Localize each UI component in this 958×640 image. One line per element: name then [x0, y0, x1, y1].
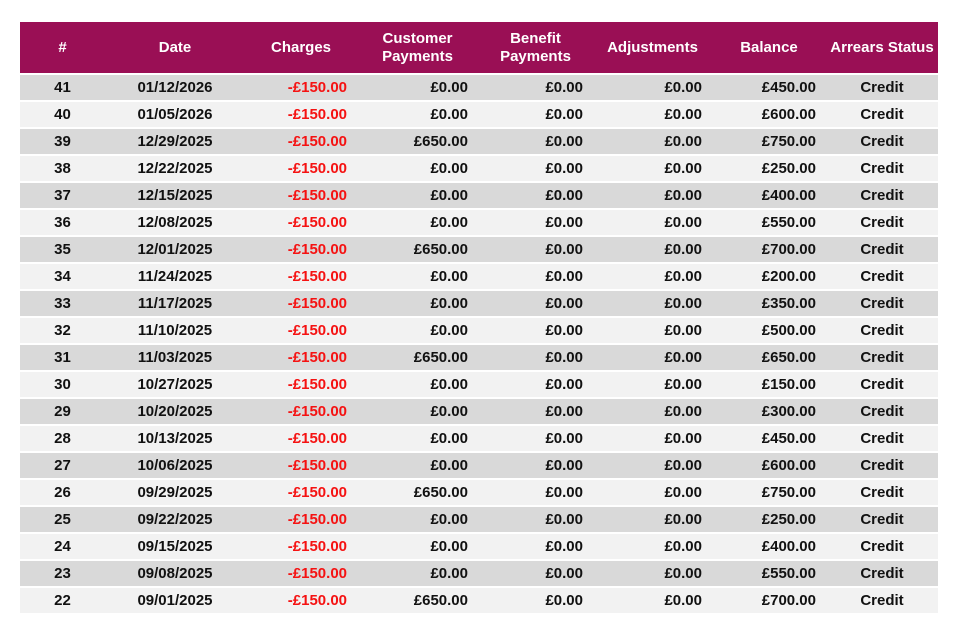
- cell-arrears_status: Credit: [826, 588, 938, 613]
- table-body: [20, 75, 938, 613]
- cell-balance: £350.00: [712, 291, 826, 316]
- cell-date: 10/27/2025: [105, 372, 245, 397]
- cell-customer_payments: £0.00: [357, 561, 478, 586]
- cell-date: 12/08/2025: [105, 210, 245, 235]
- cell-balance: £150.00: [712, 372, 826, 397]
- cell-adjustments: £0.00: [593, 345, 712, 370]
- cell-balance: £450.00: [712, 426, 826, 451]
- cell-num: 41: [20, 75, 105, 100]
- cell-arrears_status: Credit: [826, 426, 938, 451]
- table-row: [20, 534, 938, 559]
- cell-charges: -£150.00: [245, 480, 357, 505]
- cell-customer_payments: £650.00: [357, 237, 478, 262]
- cell-arrears_status: Credit: [826, 480, 938, 505]
- table-row: [20, 129, 938, 154]
- cell-benefit_payments: £0.00: [478, 264, 593, 289]
- cell-balance: £700.00: [712, 588, 826, 613]
- cell-customer_payments: £0.00: [357, 210, 478, 235]
- cell-date: 11/03/2025: [105, 345, 245, 370]
- cell-num: 26: [20, 480, 105, 505]
- column-header-benefit_payments: Benefit Payments: [478, 22, 593, 73]
- cell-num: 40: [20, 102, 105, 127]
- cell-benefit_payments: £0.00: [478, 75, 593, 100]
- cell-arrears_status: Credit: [826, 399, 938, 424]
- cell-benefit_payments: £0.00: [478, 129, 593, 154]
- table-row: [20, 156, 938, 181]
- cell-customer_payments: £650.00: [357, 588, 478, 613]
- cell-num: 33: [20, 291, 105, 316]
- table-header-row: [20, 22, 938, 73]
- cell-date: 09/01/2025: [105, 588, 245, 613]
- cell-benefit_payments: £0.00: [478, 345, 593, 370]
- cell-balance: £550.00: [712, 561, 826, 586]
- cell-arrears_status: Credit: [826, 156, 938, 181]
- cell-balance: £600.00: [712, 453, 826, 478]
- table-row: [20, 75, 938, 100]
- cell-customer_payments: £0.00: [357, 534, 478, 559]
- cell-charges: -£150.00: [245, 237, 357, 262]
- cell-num: 35: [20, 237, 105, 262]
- table-row: [20, 561, 938, 586]
- cell-benefit_payments: £0.00: [478, 210, 593, 235]
- cell-charges: -£150.00: [245, 426, 357, 451]
- cell-balance: £400.00: [712, 534, 826, 559]
- cell-benefit_payments: £0.00: [478, 561, 593, 586]
- cell-benefit_payments: £0.00: [478, 426, 593, 451]
- cell-benefit_payments: £0.00: [478, 291, 593, 316]
- cell-arrears_status: Credit: [826, 372, 938, 397]
- cell-charges: -£150.00: [245, 291, 357, 316]
- cell-date: 09/08/2025: [105, 561, 245, 586]
- cell-arrears_status: Credit: [826, 453, 938, 478]
- cell-num: 29: [20, 399, 105, 424]
- cell-balance: £750.00: [712, 129, 826, 154]
- cell-date: 09/22/2025: [105, 507, 245, 532]
- cell-num: 24: [20, 534, 105, 559]
- cell-num: 38: [20, 156, 105, 181]
- cell-balance: £250.00: [712, 507, 826, 532]
- cell-num: 28: [20, 426, 105, 451]
- cell-adjustments: £0.00: [593, 291, 712, 316]
- cell-adjustments: £0.00: [593, 183, 712, 208]
- cell-adjustments: £0.00: [593, 588, 712, 613]
- cell-customer_payments: £0.00: [357, 291, 478, 316]
- cell-num: 37: [20, 183, 105, 208]
- table-row: [20, 291, 938, 316]
- cell-charges: -£150.00: [245, 129, 357, 154]
- cell-adjustments: £0.00: [593, 399, 712, 424]
- cell-adjustments: £0.00: [593, 129, 712, 154]
- cell-num: 27: [20, 453, 105, 478]
- cell-balance: £750.00: [712, 480, 826, 505]
- cell-benefit_payments: £0.00: [478, 237, 593, 262]
- cell-charges: -£150.00: [245, 156, 357, 181]
- cell-num: 39: [20, 129, 105, 154]
- cell-adjustments: £0.00: [593, 264, 712, 289]
- cell-charges: -£150.00: [245, 561, 357, 586]
- cell-date: 01/05/2026: [105, 102, 245, 127]
- table-row: [20, 426, 938, 451]
- cell-charges: -£150.00: [245, 399, 357, 424]
- cell-customer_payments: £0.00: [357, 507, 478, 532]
- cell-customer_payments: £0.00: [357, 372, 478, 397]
- cell-benefit_payments: £0.00: [478, 534, 593, 559]
- column-header-balance: Balance: [712, 22, 826, 73]
- table-header: [20, 22, 938, 73]
- cell-balance: £250.00: [712, 156, 826, 181]
- cell-adjustments: £0.00: [593, 156, 712, 181]
- cell-date: 10/13/2025: [105, 426, 245, 451]
- table-row: [20, 210, 938, 235]
- cell-num: 22: [20, 588, 105, 613]
- cell-num: 30: [20, 372, 105, 397]
- column-header-adjustments: Adjustments: [593, 22, 712, 73]
- cell-adjustments: £0.00: [593, 534, 712, 559]
- cell-num: 25: [20, 507, 105, 532]
- cell-benefit_payments: £0.00: [478, 507, 593, 532]
- table-row: [20, 507, 938, 532]
- cell-balance: £550.00: [712, 210, 826, 235]
- cell-adjustments: £0.00: [593, 453, 712, 478]
- cell-customer_payments: £650.00: [357, 480, 478, 505]
- cell-charges: -£150.00: [245, 507, 357, 532]
- cell-charges: -£150.00: [245, 588, 357, 613]
- cell-charges: -£150.00: [245, 453, 357, 478]
- cell-adjustments: £0.00: [593, 507, 712, 532]
- cell-charges: -£150.00: [245, 264, 357, 289]
- cell-arrears_status: Credit: [826, 561, 938, 586]
- cell-benefit_payments: £0.00: [478, 372, 593, 397]
- table-row: [20, 345, 938, 370]
- cell-charges: -£150.00: [245, 345, 357, 370]
- cell-num: 36: [20, 210, 105, 235]
- cell-benefit_payments: £0.00: [478, 183, 593, 208]
- cell-date: 12/29/2025: [105, 129, 245, 154]
- cell-arrears_status: Credit: [826, 507, 938, 532]
- cell-arrears_status: Credit: [826, 129, 938, 154]
- cell-charges: -£150.00: [245, 102, 357, 127]
- cell-balance: £700.00: [712, 237, 826, 262]
- cell-adjustments: £0.00: [593, 480, 712, 505]
- cell-customer_payments: £0.00: [357, 453, 478, 478]
- cell-charges: -£150.00: [245, 372, 357, 397]
- cell-customer_payments: £0.00: [357, 399, 478, 424]
- column-header-customer_payments: Customer Payments: [357, 22, 478, 73]
- cell-balance: £450.00: [712, 75, 826, 100]
- column-header-date: Date: [105, 22, 245, 73]
- table-row: [20, 588, 938, 613]
- cell-charges: -£150.00: [245, 183, 357, 208]
- cell-arrears_status: Credit: [826, 75, 938, 100]
- table-row: [20, 102, 938, 127]
- table-row: [20, 264, 938, 289]
- cell-balance: £500.00: [712, 318, 826, 343]
- cell-date: 12/15/2025: [105, 183, 245, 208]
- cell-adjustments: £0.00: [593, 561, 712, 586]
- cell-date: 11/24/2025: [105, 264, 245, 289]
- cell-date: 12/01/2025: [105, 237, 245, 262]
- cell-benefit_payments: £0.00: [478, 399, 593, 424]
- cell-num: 34: [20, 264, 105, 289]
- cell-adjustments: £0.00: [593, 210, 712, 235]
- cell-benefit_payments: £0.00: [478, 318, 593, 343]
- cell-date: 12/22/2025: [105, 156, 245, 181]
- cell-date: 11/17/2025: [105, 291, 245, 316]
- cell-num: 32: [20, 318, 105, 343]
- cell-charges: -£150.00: [245, 534, 357, 559]
- cell-balance: £650.00: [712, 345, 826, 370]
- cell-balance: £300.00: [712, 399, 826, 424]
- column-header-num: #: [20, 22, 105, 73]
- cell-benefit_payments: £0.00: [478, 102, 593, 127]
- cell-arrears_status: Credit: [826, 210, 938, 235]
- table-row: [20, 183, 938, 208]
- cell-benefit_payments: £0.00: [478, 156, 593, 181]
- cell-customer_payments: £0.00: [357, 183, 478, 208]
- cell-adjustments: £0.00: [593, 426, 712, 451]
- cell-customer_payments: £0.00: [357, 102, 478, 127]
- cell-arrears_status: Credit: [826, 264, 938, 289]
- table-row: [20, 372, 938, 397]
- column-header-arrears_status: Arrears Status: [826, 22, 938, 73]
- cell-balance: £600.00: [712, 102, 826, 127]
- cell-adjustments: £0.00: [593, 372, 712, 397]
- cell-customer_payments: £0.00: [357, 75, 478, 100]
- cell-date: 10/20/2025: [105, 399, 245, 424]
- cell-arrears_status: Credit: [826, 291, 938, 316]
- cell-adjustments: £0.00: [593, 318, 712, 343]
- cell-customer_payments: £0.00: [357, 264, 478, 289]
- table-row: [20, 237, 938, 262]
- table-row: [20, 399, 938, 424]
- cell-adjustments: £0.00: [593, 102, 712, 127]
- table-row: [20, 480, 938, 505]
- cell-date: 11/10/2025: [105, 318, 245, 343]
- cell-customer_payments: £650.00: [357, 345, 478, 370]
- cell-balance: £400.00: [712, 183, 826, 208]
- arrears-statement-table: [20, 20, 938, 615]
- cell-balance: £200.00: [712, 264, 826, 289]
- cell-arrears_status: Credit: [826, 534, 938, 559]
- cell-adjustments: £0.00: [593, 237, 712, 262]
- table-row: [20, 453, 938, 478]
- table-row: [20, 318, 938, 343]
- cell-arrears_status: Credit: [826, 345, 938, 370]
- cell-arrears_status: Credit: [826, 183, 938, 208]
- cell-num: 23: [20, 561, 105, 586]
- cell-num: 31: [20, 345, 105, 370]
- cell-date: 09/15/2025: [105, 534, 245, 559]
- column-header-charges: Charges: [245, 22, 357, 73]
- cell-date: 09/29/2025: [105, 480, 245, 505]
- cell-adjustments: £0.00: [593, 75, 712, 100]
- cell-benefit_payments: £0.00: [478, 588, 593, 613]
- cell-arrears_status: Credit: [826, 318, 938, 343]
- cell-customer_payments: £650.00: [357, 129, 478, 154]
- cell-customer_payments: £0.00: [357, 426, 478, 451]
- cell-date: 10/06/2025: [105, 453, 245, 478]
- cell-benefit_payments: £0.00: [478, 480, 593, 505]
- cell-arrears_status: Credit: [826, 102, 938, 127]
- cell-charges: -£150.00: [245, 75, 357, 100]
- cell-customer_payments: £0.00: [357, 318, 478, 343]
- cell-arrears_status: Credit: [826, 237, 938, 262]
- cell-date: 01/12/2026: [105, 75, 245, 100]
- cell-customer_payments: £0.00: [357, 156, 478, 181]
- cell-benefit_payments: £0.00: [478, 453, 593, 478]
- cell-charges: -£150.00: [245, 318, 357, 343]
- cell-charges: -£150.00: [245, 210, 357, 235]
